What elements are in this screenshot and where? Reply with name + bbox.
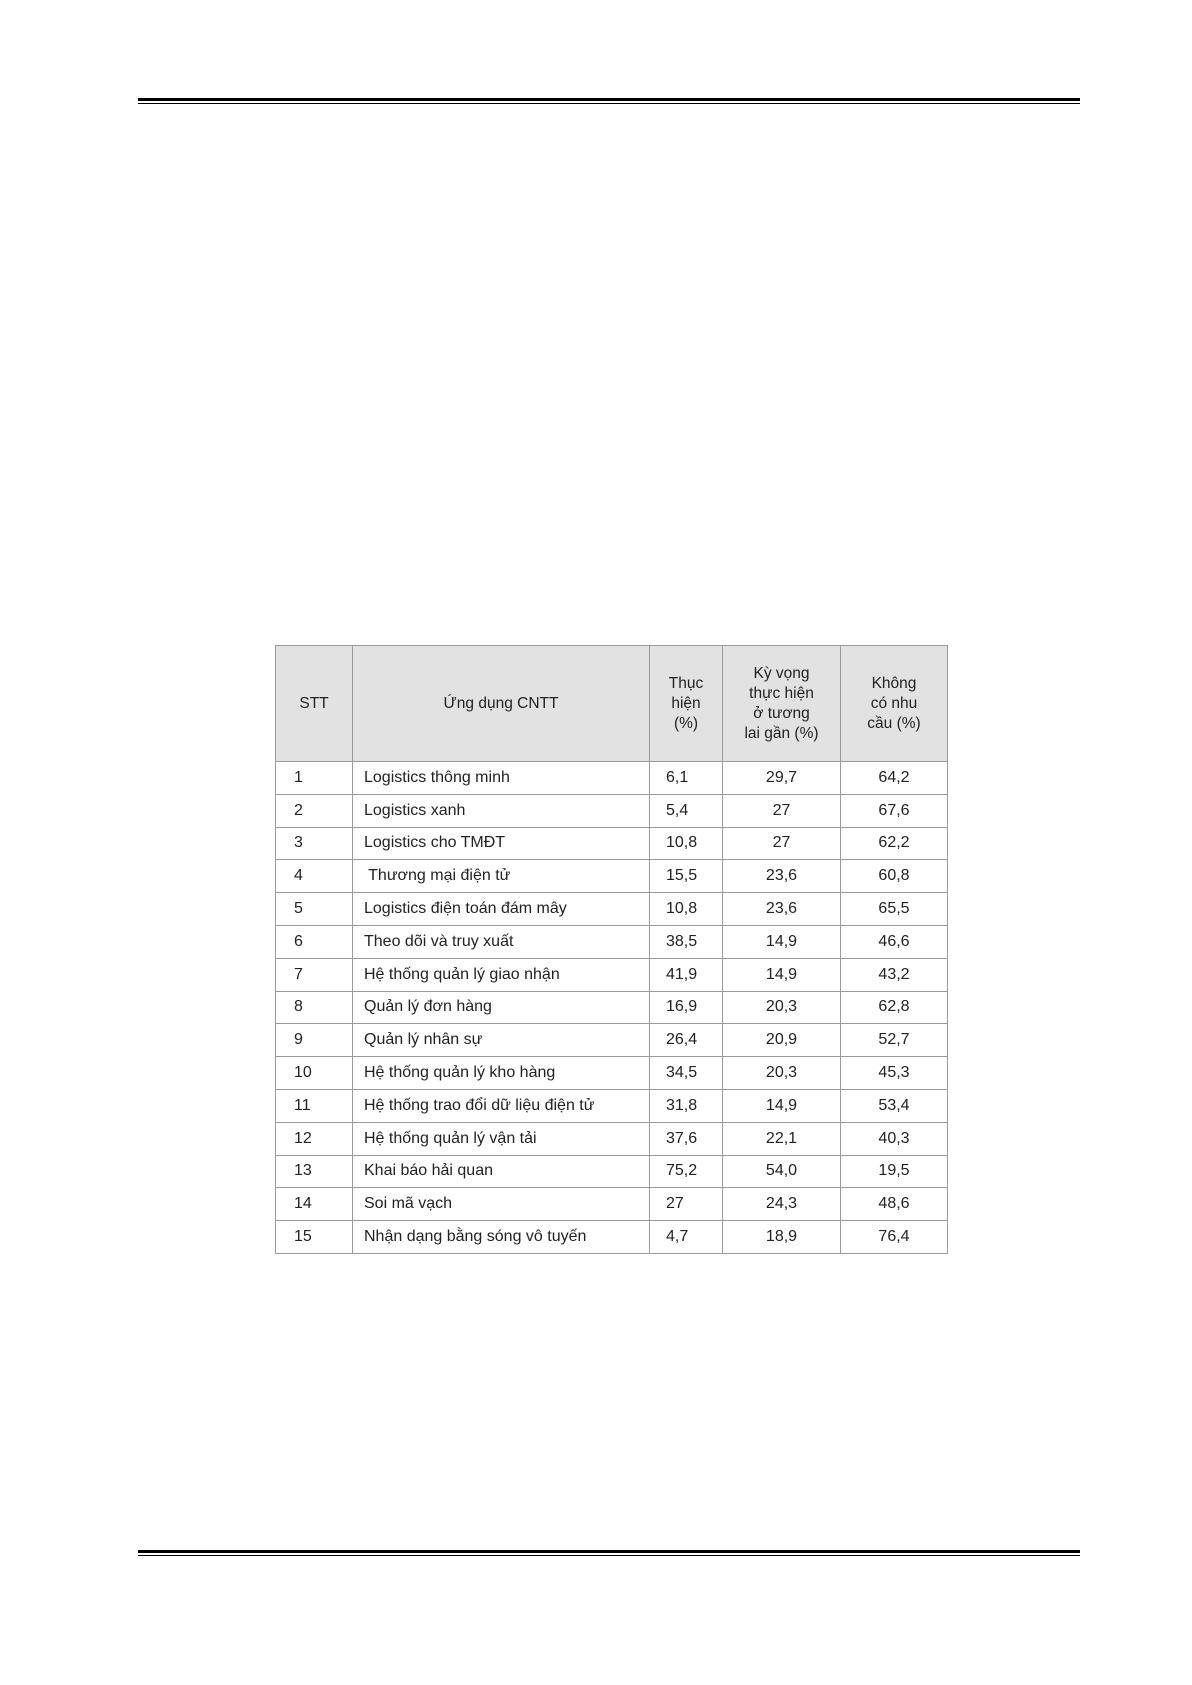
table-row <box>276 991 948 1024</box>
footer-rule <box>138 1550 1080 1557</box>
row-application: Hệ thống trao đổi dữ liệu điện tử <box>353 1089 650 1122</box>
row-stt: 10 <box>276 1057 353 1090</box>
row-no-need: 64,2 <box>841 762 948 795</box>
row-no-need: 52,7 <box>841 1024 948 1057</box>
row-expected: 23,6 <box>723 860 841 893</box>
row-implemented: 5,4 <box>650 794 723 827</box>
row-implemented: 41,9 <box>650 958 723 991</box>
header-implemented: Thục hiện (%) <box>650 646 723 762</box>
row-application: Logistics điện toán đám mây <box>353 893 650 926</box>
row-application: Logistics xanh <box>353 794 650 827</box>
table-row <box>276 925 948 958</box>
row-expected: 54,0 <box>723 1155 841 1188</box>
row-application: Theo dõi và truy xuất <box>353 925 650 958</box>
header-rule <box>138 98 1080 105</box>
row-no-need: 67,6 <box>841 794 948 827</box>
row-stt: 6 <box>276 925 353 958</box>
row-no-need: 62,8 <box>841 991 948 1024</box>
row-no-need: 19,5 <box>841 1155 948 1188</box>
row-stt: 11 <box>276 1089 353 1122</box>
table-row <box>276 893 948 926</box>
row-implemented: 27 <box>650 1188 723 1221</box>
header-stt: STT <box>276 646 353 762</box>
row-application: Quản lý đơn hàng <box>353 991 650 1024</box>
row-expected: 20,3 <box>723 991 841 1024</box>
row-implemented: 15,5 <box>650 860 723 893</box>
row-expected: 20,3 <box>723 1057 841 1090</box>
row-expected: 20,9 <box>723 1024 841 1057</box>
table-row <box>276 860 948 893</box>
row-no-need: 46,6 <box>841 925 948 958</box>
row-no-need: 65,5 <box>841 893 948 926</box>
row-implemented: 16,9 <box>650 991 723 1024</box>
row-no-need: 40,3 <box>841 1122 948 1155</box>
row-no-need: 53,4 <box>841 1089 948 1122</box>
table-row <box>276 794 948 827</box>
table-row <box>276 1221 948 1254</box>
header-expected: Kỳ vọng thực hiện ở tương lai gần (%) <box>723 646 841 762</box>
table-row <box>276 1188 948 1221</box>
row-implemented: 37,6 <box>650 1122 723 1155</box>
row-application: Hệ thống quản lý vận tải <box>353 1122 650 1155</box>
row-expected: 14,9 <box>723 1089 841 1122</box>
row-no-need: 48,6 <box>841 1188 948 1221</box>
row-no-need: 60,8 <box>841 860 948 893</box>
header-no-need: Không có nhu cầu (%) <box>841 646 948 762</box>
row-stt: 9 <box>276 1024 353 1057</box>
row-expected: 27 <box>723 827 841 860</box>
row-implemented: 26,4 <box>650 1024 723 1057</box>
row-stt: 2 <box>276 794 353 827</box>
row-application: Hệ thống quản lý giao nhận <box>353 958 650 991</box>
row-implemented: 38,5 <box>650 925 723 958</box>
table-row <box>276 1089 948 1122</box>
row-application: Logistics cho TMĐT <box>353 827 650 860</box>
row-implemented: 10,8 <box>650 827 723 860</box>
it-application-table <box>275 645 948 1254</box>
row-stt: 7 <box>276 958 353 991</box>
row-expected: 22,1 <box>723 1122 841 1155</box>
row-expected: 27 <box>723 794 841 827</box>
row-implemented: 34,5 <box>650 1057 723 1090</box>
row-application: Hệ thống quản lý kho hàng <box>353 1057 650 1090</box>
row-application: Nhận dạng bằng sóng vô tuyến <box>353 1221 650 1254</box>
row-stt: 5 <box>276 893 353 926</box>
row-stt: 12 <box>276 1122 353 1155</box>
row-implemented: 31,8 <box>650 1089 723 1122</box>
row-no-need: 76,4 <box>841 1221 948 1254</box>
row-implemented: 4,7 <box>650 1221 723 1254</box>
table-row <box>276 827 948 860</box>
row-implemented: 75,2 <box>650 1155 723 1188</box>
row-stt: 4 <box>276 860 353 893</box>
table-row <box>276 762 948 795</box>
row-expected: 23,6 <box>723 893 841 926</box>
row-application: Khai báo hải quan <box>353 1155 650 1188</box>
row-stt: 1 <box>276 762 353 795</box>
header-application: Ứng dụng CNTT <box>353 646 650 762</box>
row-no-need: 45,3 <box>841 1057 948 1090</box>
it-application-table-container <box>275 645 947 1254</box>
table-row <box>276 1122 948 1155</box>
row-stt: 8 <box>276 991 353 1024</box>
table-row <box>276 1155 948 1188</box>
row-application: Quản lý nhân sự <box>353 1024 650 1057</box>
row-expected: 14,9 <box>723 925 841 958</box>
row-expected: 18,9 <box>723 1221 841 1254</box>
row-expected: 29,7 <box>723 762 841 795</box>
row-implemented: 6,1 <box>650 762 723 795</box>
row-application: Soi mã vạch <box>353 1188 650 1221</box>
row-stt: 15 <box>276 1221 353 1254</box>
row-implemented: 10,8 <box>650 893 723 926</box>
table-row <box>276 1057 948 1090</box>
row-application: Thương mại điện tử <box>353 860 650 893</box>
row-no-need: 62,2 <box>841 827 948 860</box>
row-no-need: 43,2 <box>841 958 948 991</box>
table-row <box>276 958 948 991</box>
row-application: Logistics thông minh <box>353 762 650 795</box>
row-stt: 14 <box>276 1188 353 1221</box>
table-header-row <box>276 646 948 762</box>
row-expected: 24,3 <box>723 1188 841 1221</box>
row-stt: 3 <box>276 827 353 860</box>
row-expected: 14,9 <box>723 958 841 991</box>
row-stt: 13 <box>276 1155 353 1188</box>
table-row <box>276 1024 948 1057</box>
